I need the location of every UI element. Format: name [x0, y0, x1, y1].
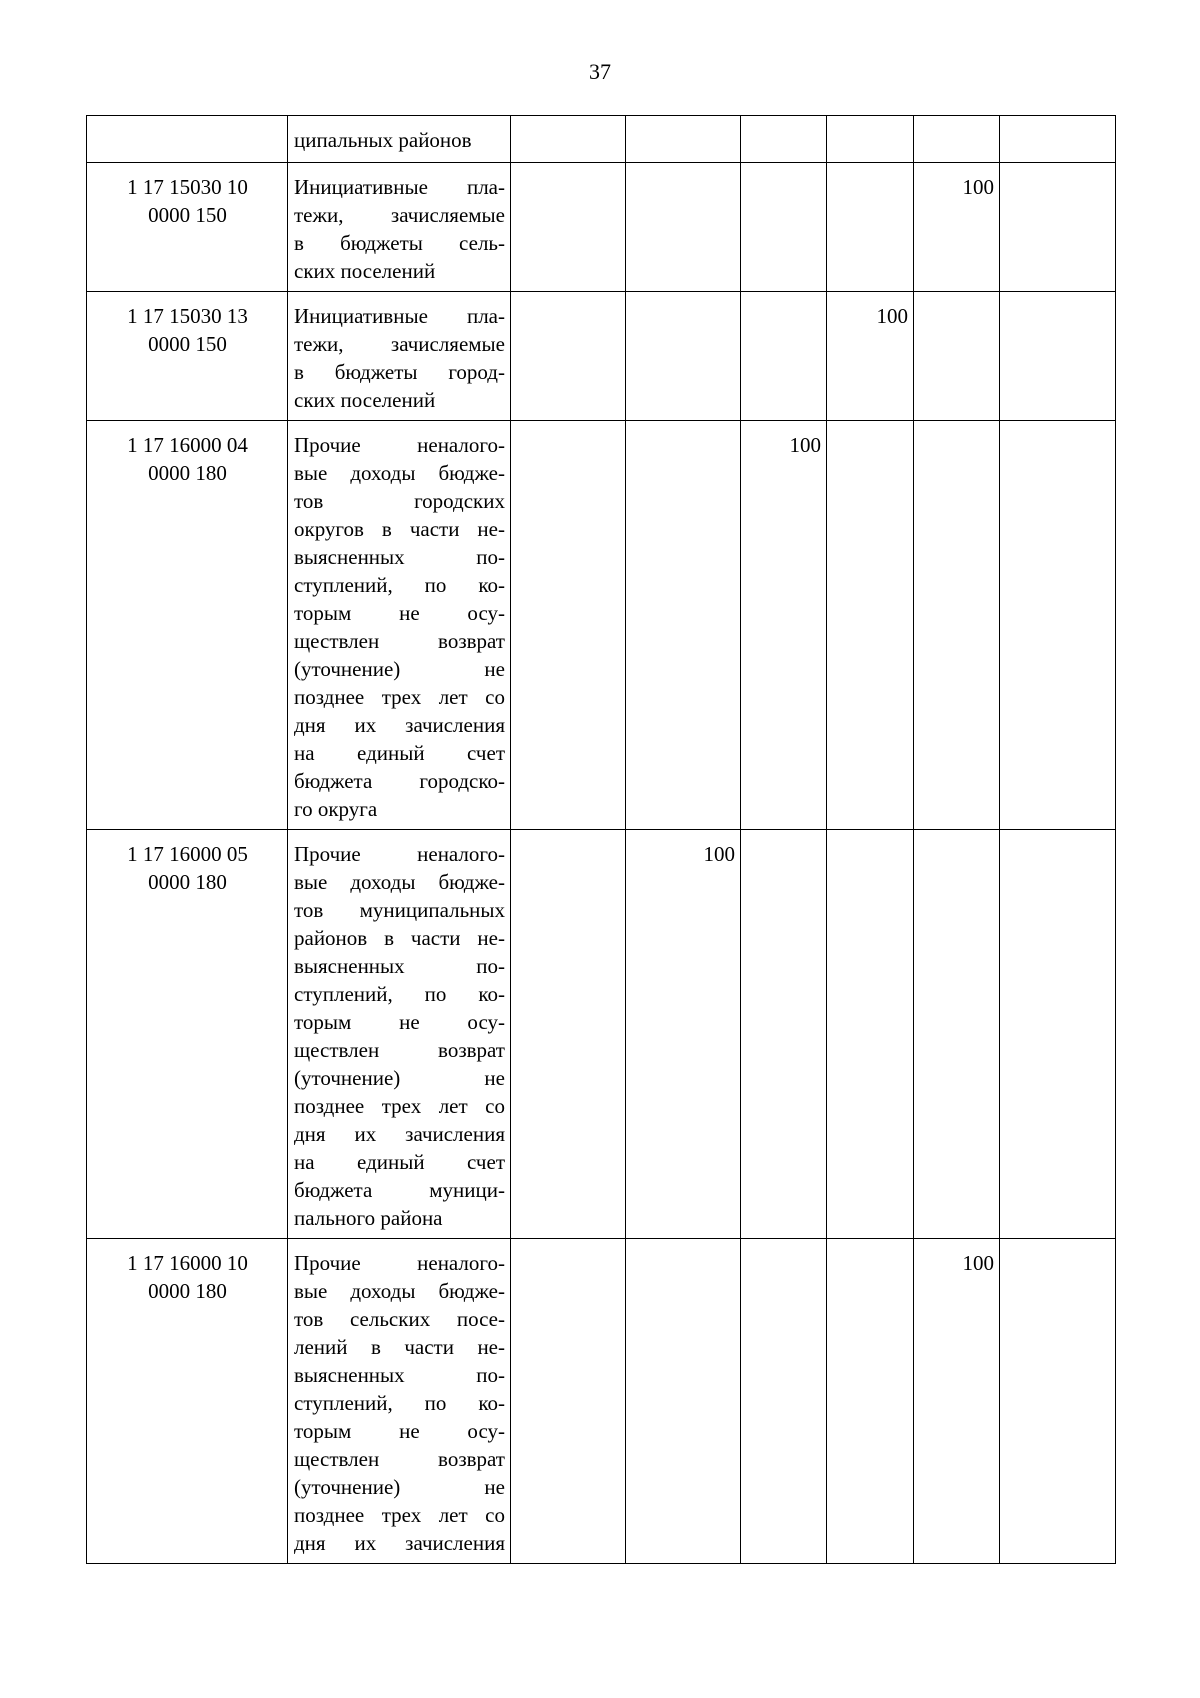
share-percent-cell	[511, 292, 626, 421]
share-percent-cell	[827, 163, 914, 292]
share-percent-cell	[626, 292, 741, 421]
revenue-name-line: округов в части не-	[294, 517, 505, 541]
budget-code-cell	[87, 163, 288, 292]
revenue-name-line: позднее трех лет со	[294, 1094, 505, 1118]
budget-code-line: 1 17 16000 04	[127, 433, 248, 457]
share-percent-cell	[741, 830, 827, 1239]
revenue-name-line: Прочие неналого-	[294, 842, 505, 866]
share-percent-cell	[511, 1239, 626, 1564]
revenue-name-line: позднее трех лет со	[294, 1503, 505, 1527]
revenue-name-line: торым не осу-	[294, 601, 505, 625]
share-percent-cell: 100	[914, 1239, 1000, 1564]
budget-code-cell	[87, 1239, 288, 1564]
revenue-name-line: ществлен возврат	[294, 629, 505, 653]
share-percent-cell	[914, 830, 1000, 1239]
share-percent-cell	[1000, 421, 1116, 830]
share-percent-cell	[511, 116, 626, 163]
revenue-name-line: го округа	[294, 797, 378, 821]
revenue-name-cell	[288, 292, 511, 421]
share-percent-cell	[741, 1239, 827, 1564]
revenue-name-cell	[288, 163, 511, 292]
revenue-name-line: бюджета городско-	[294, 769, 505, 793]
revenue-name-line: Прочие неналого-	[294, 1251, 505, 1275]
budget-code-cell	[87, 421, 288, 830]
revenue-name-line: ских поселений	[294, 388, 436, 412]
table-row	[87, 421, 1116, 830]
revenue-name-line: выясненных по-	[294, 1363, 505, 1387]
revenue-name-line: вые доходы бюдже-	[294, 1279, 505, 1303]
revenue-name-line: позднее трех лет со	[294, 685, 505, 709]
revenue-name-line: Инициативные пла-	[294, 175, 505, 199]
share-percent-cell: 100	[914, 163, 1000, 292]
budget-code-line: 1 17 15030 10	[127, 175, 248, 199]
revenue-name-line: тов муниципальных	[294, 898, 505, 922]
revenue-name-line: (уточнение) не	[294, 1475, 505, 1499]
budget-code-line: 1 17 16000 05	[127, 842, 248, 866]
share-percent-cell	[827, 1239, 914, 1564]
revenue-name-line: ществлен возврат	[294, 1038, 505, 1062]
revenue-name-line: выясненных по-	[294, 954, 505, 978]
budget-code-line: 0000 180	[148, 1279, 227, 1303]
revenue-name-cell	[288, 421, 511, 830]
budget-code-cell	[87, 116, 288, 163]
budget-code-line: 0000 180	[148, 870, 227, 894]
revenue-name-line: тов сельских посе-	[294, 1307, 505, 1331]
share-percent-cell	[914, 292, 1000, 421]
revenue-name-line: тов городских	[294, 489, 505, 513]
budget-code-line: 0000 150	[148, 332, 227, 356]
share-percent-cell	[511, 830, 626, 1239]
share-percent-cell	[741, 163, 827, 292]
budget-code-line: 1 17 16000 10	[127, 1251, 248, 1275]
table-row	[87, 163, 1116, 292]
budget-code-line: 0000 180	[148, 461, 227, 485]
revenue-name-line: вые доходы бюдже-	[294, 461, 505, 485]
table-row	[87, 292, 1116, 421]
share-percent-cell	[914, 116, 1000, 163]
table-row	[87, 830, 1116, 1239]
share-percent-cell: 100	[827, 292, 914, 421]
revenue-name-line: тежи, зачисляемые	[294, 332, 505, 356]
share-percent-cell: 100	[741, 421, 827, 830]
share-percent-cell	[1000, 1239, 1116, 1564]
share-percent-cell	[741, 116, 827, 163]
revenue-name-line: дня их зачисления	[294, 1531, 505, 1555]
share-percent-cell	[827, 421, 914, 830]
revenue-name-line: в бюджеты город-	[294, 360, 505, 384]
revenue-name-line: ципальных районов	[294, 128, 472, 152]
share-percent-cell	[626, 1239, 741, 1564]
revenue-name-line: ступлений, по ко-	[294, 573, 505, 597]
revenue-name-line: ступлений, по ко-	[294, 1391, 505, 1415]
revenue-name-line: дня их зачисления	[294, 713, 505, 737]
revenue-name-line: ских поселений	[294, 259, 436, 283]
share-percent-cell	[626, 421, 741, 830]
revenue-name-line: на единый счет	[294, 1150, 505, 1174]
revenue-name-line: лений в части не-	[294, 1335, 505, 1359]
revenue-name-line: районов в части не-	[294, 926, 505, 950]
share-percent-cell	[626, 163, 741, 292]
revenue-name-line: пального района	[294, 1206, 443, 1230]
revenue-name-line: выясненных по-	[294, 545, 505, 569]
share-percent-cell	[511, 421, 626, 830]
share-percent-cell	[1000, 163, 1116, 292]
share-percent-cell	[1000, 292, 1116, 421]
revenue-name-line: Прочие неналого-	[294, 433, 505, 457]
revenue-name-line: дня их зачисления	[294, 1122, 505, 1146]
revenue-name-cell	[288, 830, 511, 1239]
share-percent-cell	[626, 116, 741, 163]
revenue-name-line: тежи, зачисляемые	[294, 203, 505, 227]
share-percent-cell: 100	[626, 830, 741, 1239]
share-percent-cell	[741, 292, 827, 421]
revenue-name-line: в бюджеты сель-	[294, 231, 505, 255]
budget-code-cell	[87, 292, 288, 421]
share-percent-cell	[1000, 830, 1116, 1239]
revenue-name-line: торым не осу-	[294, 1419, 505, 1443]
revenue-name-line: бюджета муници-	[294, 1178, 505, 1202]
revenue-name-line: ступлений, по ко-	[294, 982, 505, 1006]
budget-classification-table	[86, 115, 1116, 1564]
revenue-name-line: на единый счет	[294, 741, 505, 765]
revenue-name-line: (уточнение) не	[294, 1066, 505, 1090]
budget-code-line: 1 17 15030 13	[127, 304, 248, 328]
share-percent-cell	[827, 116, 914, 163]
share-percent-cell	[511, 163, 626, 292]
revenue-name-line: вые доходы бюдже-	[294, 870, 505, 894]
share-percent-cell	[1000, 116, 1116, 163]
table-body	[87, 116, 1116, 1564]
revenue-name-cell	[288, 116, 511, 163]
revenue-name-cell	[288, 1239, 511, 1564]
share-percent-cell	[914, 421, 1000, 830]
table-row	[87, 1239, 1116, 1564]
table-row	[87, 116, 1116, 163]
revenue-name-line: торым не осу-	[294, 1010, 505, 1034]
revenue-name-line: (уточнение) не	[294, 657, 505, 681]
budget-code-cell	[87, 830, 288, 1239]
revenue-name-line: ществлен возврат	[294, 1447, 505, 1471]
share-percent-cell	[827, 830, 914, 1239]
budget-code-line: 0000 150	[148, 203, 227, 227]
page-number: 37	[589, 59, 611, 84]
revenue-name-line: Инициативные пла-	[294, 304, 505, 328]
